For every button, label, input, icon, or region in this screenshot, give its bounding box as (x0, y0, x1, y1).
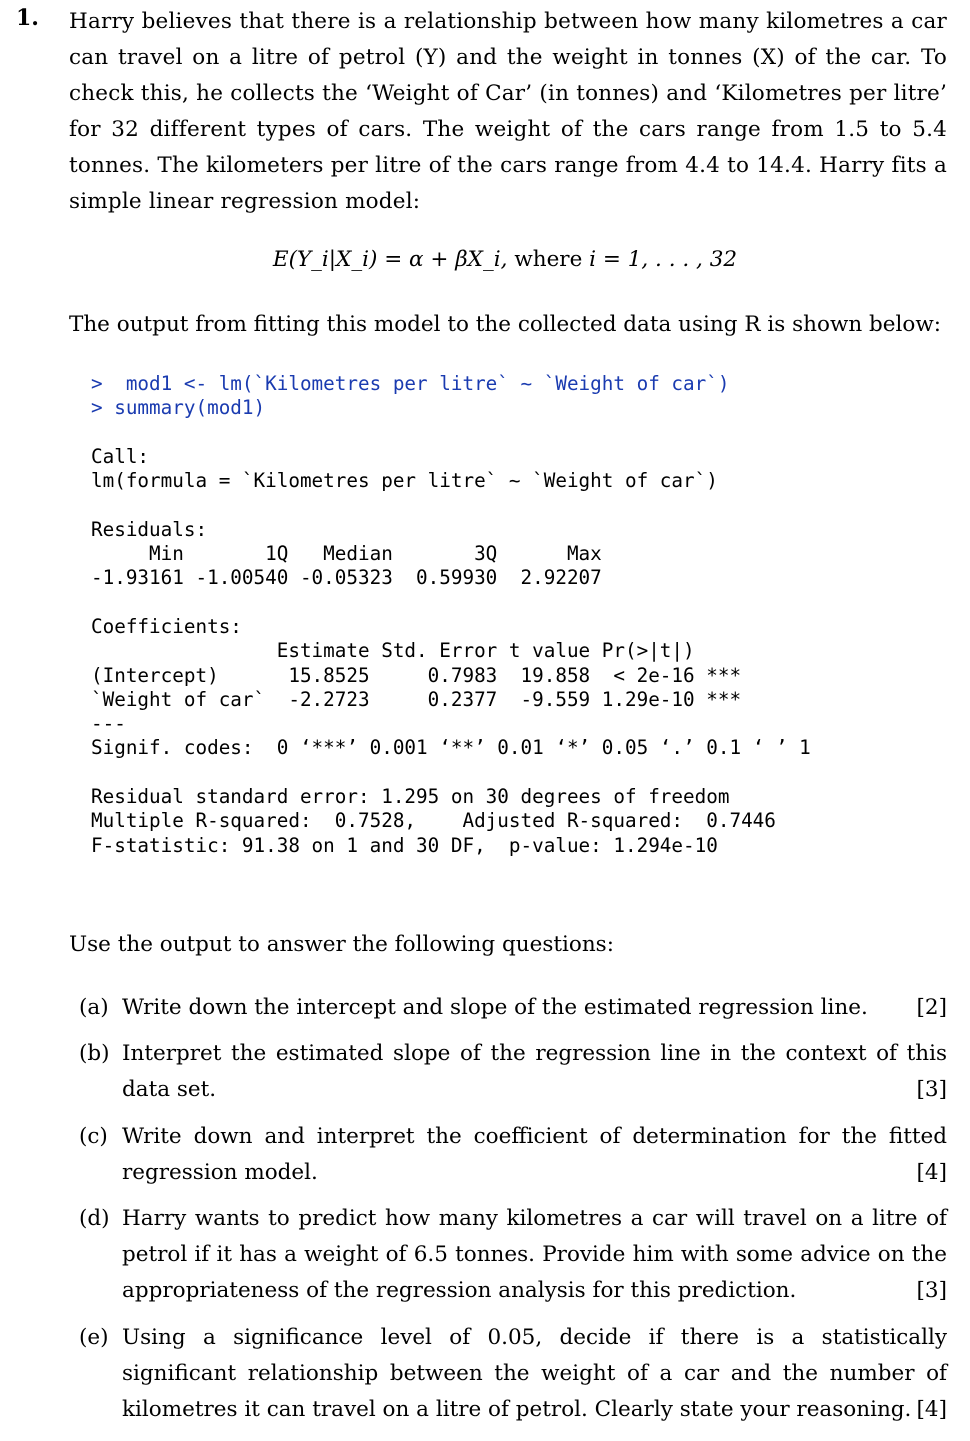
regression-formula (0, 247, 970, 272)
r-line-f-statistic: F-statistic: 91.38 on 1 and 30 DF, p-value: 1.294e-10 (91, 833, 718, 857)
question-b-label: (b) (79, 1041, 110, 1066)
r-line-coefficients-header: Estimate Std. Error t value Pr(>|t|) (91, 639, 742, 663)
question-b-text: Interpret the estimated slope of the regression line in the context of this data set. (122, 1041, 947, 1102)
question-c-marks: [4] (916, 1160, 947, 1185)
r-line-residual-se: Residual standard error: 1.295 on 30 degrees of freedom (91, 785, 730, 809)
question-a-text: Write down the intercept and slope of the estimated regression line. (122, 995, 868, 1020)
question-e-text: Using a significance level of 0.05, decide if there is a statistically significant relationship between the weight of a car and the number of kilometres it can travel on a litre of petrol. Clearly state your reasoning. (122, 1325, 947, 1422)
formula-where: where (514, 247, 583, 272)
question-a-label: (a) (79, 995, 109, 1020)
question-b (79, 1036, 947, 1108)
question-e (79, 1320, 947, 1428)
r-line-weight-row: `Weight of car` -2.2723 0.2377 -9.559 1.29e-10 *** (91, 687, 742, 711)
questions-intro: Use the output to answer the following questions: (69, 932, 614, 957)
r-line-command-2: > summary(mod1) (91, 396, 266, 420)
r-line-command-1: > mod1 <- lm(`Kilometres per litre` ~ `Weight of car`) (91, 372, 730, 395)
question-d (79, 1201, 947, 1309)
question-b-marks: [3] (916, 1077, 947, 1102)
r-line-call-label: Call: (91, 444, 150, 468)
question-number: 1. (16, 5, 39, 31)
question-c-label: (c) (79, 1124, 108, 1149)
formula-range: i = 1, . . . , 32 (589, 247, 738, 272)
r-line-residuals-label: Residuals: (91, 517, 208, 541)
question-c-text: Write down and interpret the coefficient of determination for the fitted regression model. (122, 1124, 947, 1185)
question-intro: Harry believes that there is a relationship between how many kilometres a car can travel on a litre of petrol (Y) and the weight in tonnes (X) of the car. To check this, he collects the ‘Weight of Car’ (in tonnes) and ‘Kilometres per litre’ for 32 different types of cars. The weight of the cars range from 1.5 to 5.4 tonnes. The kilometers per litre of the cars range from 4.4 to 14.4. Harry fits a simple linear regression model: (69, 9, 947, 214)
question-d-text: Harry wants to predict how many kilometres a car will travel on a litre of petrol if it has a weight of 6.5 tonnes. Provide him with some advice on the appropriateness of the regression analysis for this prediction. (122, 1206, 947, 1303)
r-line-signif-codes: Signif. codes: 0 ‘***’ 0.001 ‘**’ 0.01 ‘*’ 0.05 ‘.’ 0.1 ‘ ’ 1 (91, 736, 811, 760)
r-line-separator: --- (91, 712, 126, 736)
r-line-residuals-values: -1.93161 -1.00540 -0.05323 0.59930 2.92207 (91, 566, 614, 590)
question-e-label: (e) (79, 1325, 109, 1350)
formula-expectation: E(Y_i|X_i) = α + βX_i, (272, 247, 508, 272)
question-d-label: (d) (79, 1206, 110, 1231)
r-line-intercept-row: (Intercept) 15.8525 0.7983 19.858 < 2e-16 *** (91, 663, 742, 687)
question-c (79, 1119, 947, 1191)
question-d-marks: [3] (916, 1278, 947, 1303)
r-line-r-squared: Multiple R-squared: 0.7528, Adjusted R-squared: 0.7446 (91, 809, 788, 833)
r-line-coefficients-label: Coefficients: (91, 614, 242, 638)
r-line-call-formula: lm(formula = `Kilometres per litre` ~ `Weight of car`) (91, 469, 718, 493)
r-output (91, 372, 811, 858)
question-a (79, 990, 947, 1026)
r-line-residuals-header: Min 1Q Median 3Q Max (91, 542, 614, 566)
question-a-marks: [2] (916, 995, 947, 1020)
output-intro: The output from fitting this model to the collected data using R is shown below: (69, 312, 941, 337)
question-e-marks: [4] (916, 1397, 947, 1422)
